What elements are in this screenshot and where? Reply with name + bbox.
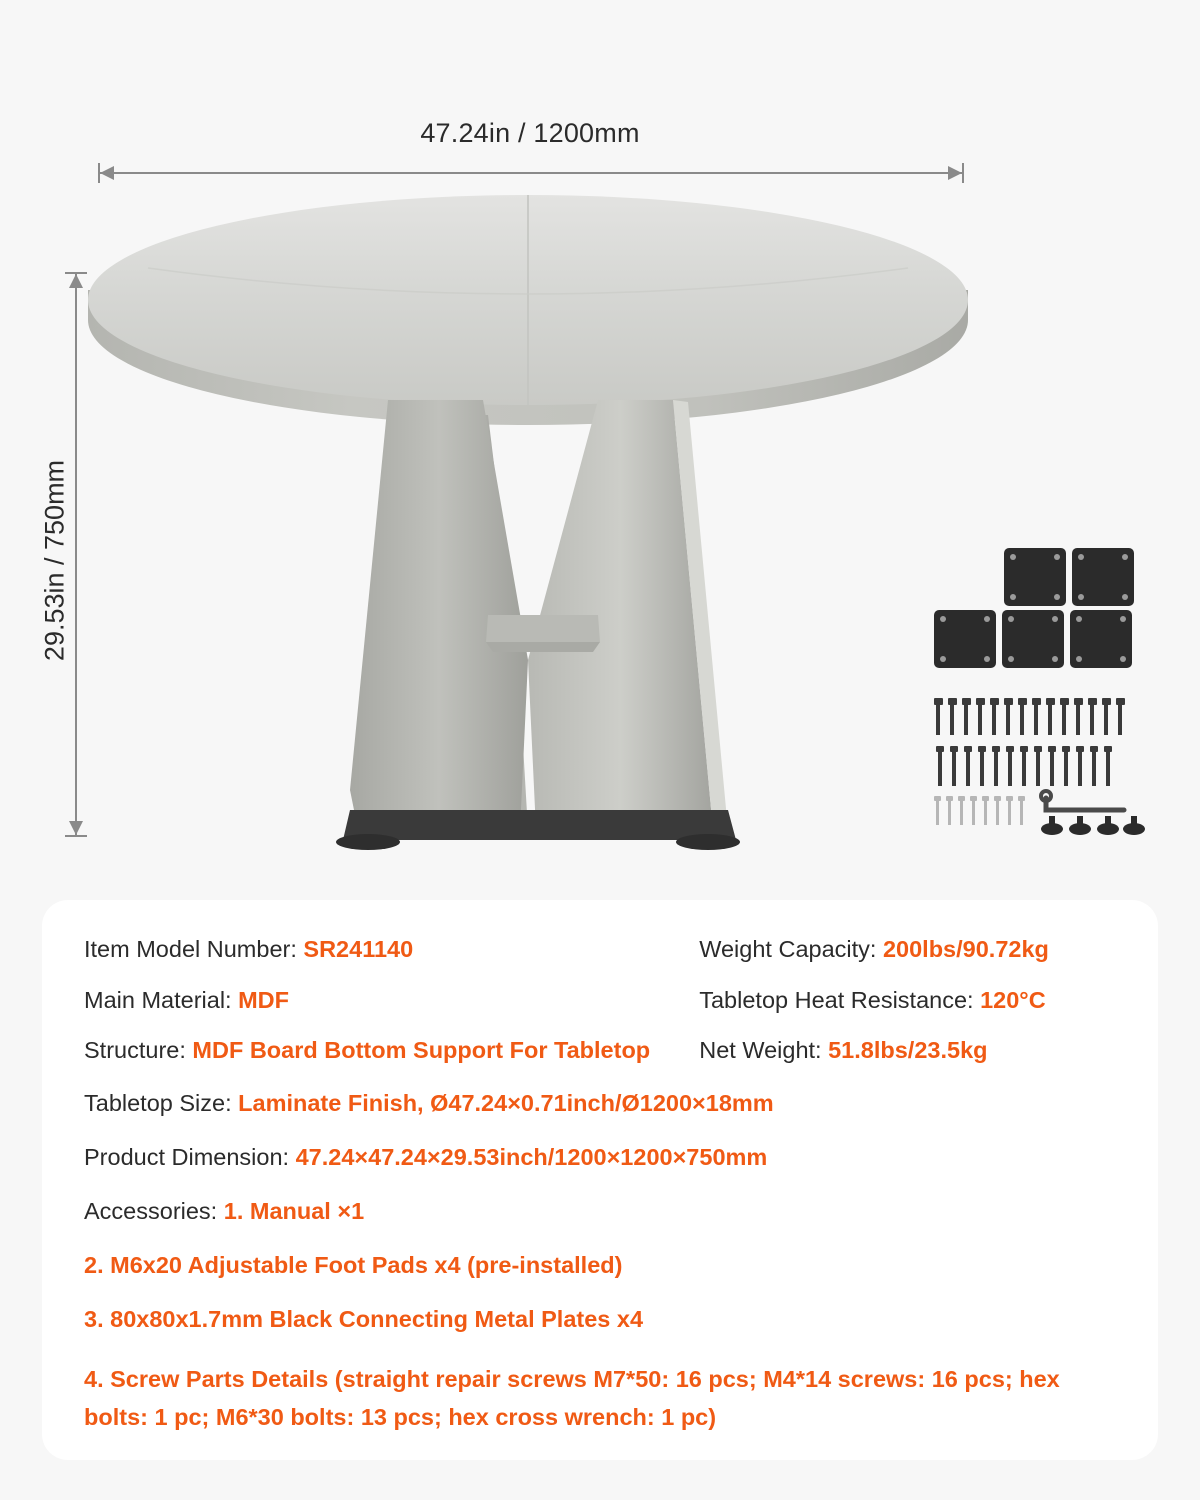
spec-row-main-material xyxy=(84,986,699,1013)
spec-label-accessories: Accessories: xyxy=(84,1197,224,1224)
dining-table-image xyxy=(88,190,968,850)
arrow-up-icon xyxy=(69,274,83,288)
spec-value-main-material: MDF xyxy=(238,986,290,1013)
width-dimension-line xyxy=(98,172,964,174)
arrow-down-icon xyxy=(69,821,83,835)
spec-row-structure xyxy=(84,1039,699,1063)
spec-row-accessories xyxy=(84,1198,1116,1225)
accessory-item-foot-pads: 2. M6x20 Adjustable Foot Pads x4 (pre-installed) xyxy=(84,1251,623,1278)
spec-label-net-weight: Net Weight: xyxy=(699,1037,829,1063)
height-dimension-line xyxy=(75,272,77,837)
spec-value-heat-resistance: 120°C xyxy=(980,986,1046,1013)
spec-value-net-weight: 51.8lbs/23.5kg xyxy=(828,1037,988,1063)
arrow-left-icon xyxy=(100,166,114,180)
spec-label-main-material: Main Material: xyxy=(84,986,239,1013)
spec-value-accessories: 1. Manual ×1 xyxy=(223,1197,365,1224)
spec-two-column-area xyxy=(84,938,1116,1090)
spec-value-tabletop-size: Laminate Finish, Ø47.24×0.71inch/Ø1200×18mm xyxy=(238,1089,774,1116)
spec-label-product-dimension: Product Dimension: xyxy=(84,1143,296,1170)
spec-row-weight-capacity xyxy=(699,938,1116,962)
spec-column-left xyxy=(84,938,699,1090)
spec-label-tabletop-size: Tabletop Size: xyxy=(84,1089,239,1116)
accessory-item-metal-plates: 3. 80x80x1.7mm Black Connecting Metal Plates x4 xyxy=(84,1305,644,1332)
spec-label-weight-capacity: Weight Capacity: xyxy=(699,936,883,962)
spec-value-weight-capacity: 200lbs/90.72kg xyxy=(882,936,1049,962)
width-dimension-label: 47.24in / 1200mm xyxy=(420,118,640,148)
spec-column-right xyxy=(699,938,1116,1090)
spec-value-model-number: SR241140 xyxy=(303,936,414,962)
arrow-right-icon xyxy=(948,166,962,180)
spec-row-product-dimension xyxy=(84,1144,1116,1171)
accessory-item-screw-parts: 4. Screw Parts Details (straight repair screws M7*50: 16 pcs; M4*14 screws: 16 pcs; hex bolts: 1 pc; M6*30 bolts: 13 pcs; hex cross wrench: 1 pc) xyxy=(84,1365,1060,1430)
height-dimension-label: 29.53in / 750mm xyxy=(39,459,70,662)
spec-label-model-number: Item Model Number: xyxy=(84,936,304,962)
spec-value-structure: MDF Board Bottom Support For Tabletop xyxy=(192,1037,651,1063)
spec-row-model-number xyxy=(84,938,699,962)
accessories-image xyxy=(920,530,1150,850)
spec-row-tabletop-size xyxy=(84,1090,1116,1117)
spec-row-net-weight xyxy=(699,1039,1116,1063)
specification-card xyxy=(42,900,1158,1460)
spec-label-structure: Structure: xyxy=(84,1037,193,1063)
spec-label-heat-resistance: Tabletop Heat Resistance: xyxy=(699,986,981,1013)
spec-value-product-dimension: 47.24×47.24×29.53inch/1200×1200×750mm xyxy=(295,1143,768,1170)
spec-row-heat-resistance xyxy=(699,986,1116,1013)
